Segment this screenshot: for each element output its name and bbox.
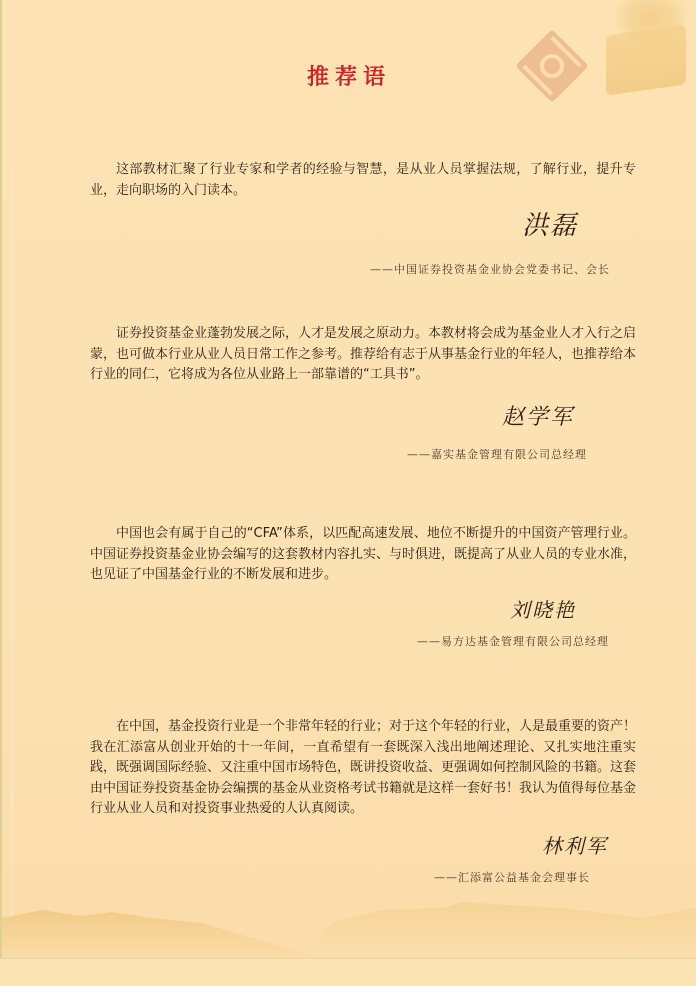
mountain-landscape-decoration	[2, 868, 696, 958]
recommendation-attribution: ——易方达基金管理有限公司总经理	[417, 635, 609, 648]
recommendation-text: 证券投资基金业蓬勃发展之际，人才是发展之原动力。本教材将会成为基金业人才入行之启蒙，也可做本行业从业人员日常工作之参考。推荐给有志于从事基金行业的年轻人，也推荐给本行业的同仁，它将成为各位从业路上一部靠谱的“工具书”。	[90, 326, 637, 382]
signature: 洪磊	[522, 211, 579, 241]
signature: 刘晓艳	[510, 598, 576, 622]
signature: 林利军	[542, 834, 608, 858]
decorative-seal	[496, 0, 696, 110]
recommendation-attribution: ——汇添富公益基金会理事长	[434, 871, 590, 884]
page-title: 推荐语	[306, 65, 391, 90]
page-spine-edge	[10, 0, 13, 958]
recommendation-attribution: ——嘉实基金管理有限公司总经理	[407, 448, 587, 461]
recommendation-attribution: ——中国证券投资基金业协会党委书记、会长	[370, 263, 610, 276]
signature: 赵学军	[502, 405, 575, 430]
recommendation-text: 中国也会有属于自己的“CFA”体系，以匹配高速发展、地位不断提升的中国资产管理行业。中国证券投资基金业协会编写的这套教材内容扎实、与时俱进，既提高了从业人员的专业水准，也见证了中国基金行业的不断发展和进步。	[90, 526, 637, 582]
recommendation-text: 这部教材汇聚了行业专家和学者的经验与智慧，是从业人员掌握法规，了解行业，提升专业，走向职场的入门读本。	[90, 162, 636, 198]
recommendation-text: 在中国，基金投资行业是一个非常年轻的行业；对于这个年轻的行业，人是最重要的资产！我在汇添富从创业开始的十一年间，一直希望有一套既深入浅出地阐述理论、又扎实地注重实践，既强调国际经验、又注重中国市场特色，既讲投资收益、更强调如何控制风险的书籍。这套由中国证券投资基金协会编撰的基金从业资格考试书籍就是这样一套好书！我认为值得每位基金行业从业人员和对投资事业热爱的人认真阅读。	[90, 719, 637, 816]
